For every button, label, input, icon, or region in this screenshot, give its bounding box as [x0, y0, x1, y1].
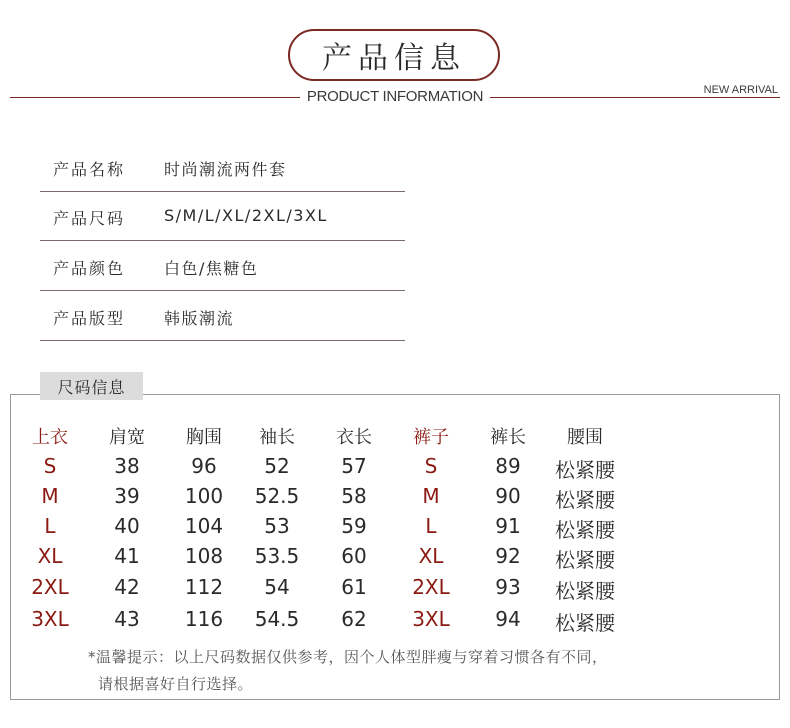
size-cell: M — [422, 484, 440, 508]
info-row-size — [40, 192, 405, 241]
size-cell: XL — [37, 544, 63, 568]
size-header-cell: 裤长 — [490, 427, 526, 448]
size-cell: 58 — [341, 484, 367, 508]
page-title: 产品信息 — [288, 29, 500, 81]
size-header-cell: 腰围 — [567, 427, 603, 448]
size-cell: 松紧腰 — [555, 488, 615, 512]
size-cell: S — [424, 454, 438, 478]
info-row-fit — [40, 292, 405, 341]
info-label: 产品版型 — [53, 309, 126, 328]
size-cell: 62 — [341, 607, 367, 631]
info-row-color — [40, 242, 405, 291]
size-cell: 90 — [495, 484, 521, 508]
size-cell: 3XL — [412, 607, 450, 631]
size-cell: 39 — [114, 484, 140, 508]
size-cell: 116 — [184, 607, 224, 631]
size-cell: 54 — [264, 575, 290, 599]
info-value: 白色/焦糖色 — [164, 259, 259, 278]
page-subtitle: PRODUCT INFORMATION — [306, 88, 484, 105]
size-cell: 松紧腰 — [555, 611, 615, 635]
size-cell: 60 — [341, 544, 367, 568]
size-header-cell: 衣长 — [336, 427, 372, 448]
new-arrival-tag: NEW ARRIVAL — [703, 84, 778, 96]
size-cell: 2XL — [412, 575, 450, 599]
header-divider-right — [490, 97, 780, 98]
size-cell: 53.5 — [254, 544, 300, 568]
size-cell: 松紧腰 — [555, 548, 615, 572]
size-chart-tab: 尺码信息 — [40, 372, 143, 400]
size-cell: 104 — [184, 514, 224, 538]
size-header-cell: 肩宽 — [109, 427, 145, 448]
size-cell: 92 — [495, 544, 521, 568]
size-cell: XL — [418, 544, 444, 568]
size-cell: 松紧腰 — [555, 518, 615, 542]
size-cell: 89 — [495, 454, 521, 478]
size-cell: 112 — [184, 575, 224, 599]
size-cell: 3XL — [31, 607, 69, 631]
size-cell: 52.5 — [254, 484, 300, 508]
size-header-cell: 上衣 — [32, 427, 68, 448]
size-cell: 43 — [114, 607, 140, 631]
size-note-line2: 请根据喜好自行选择。 — [98, 675, 254, 693]
size-cell: 40 — [114, 514, 140, 538]
size-cell: 53 — [264, 514, 290, 538]
size-cell: 松紧腰 — [555, 458, 615, 482]
info-label: 产品名称 — [53, 160, 126, 179]
size-cell: 91 — [495, 514, 521, 538]
info-value: S/M/L/XL/2XL/3XL — [164, 206, 328, 225]
size-note-line1: *温馨提示：以上尺码数据仅供参考，因个人体型胖瘦与穿着习惯各有不同， — [88, 648, 608, 666]
size-header-cell: 裤子 — [413, 427, 449, 448]
size-cell: 96 — [191, 454, 217, 478]
size-cell: 100 — [184, 484, 224, 508]
size-cell: 42 — [114, 575, 140, 599]
info-row-name — [40, 143, 405, 192]
size-cell: 38 — [114, 454, 140, 478]
size-cell: 54.5 — [254, 607, 300, 631]
size-cell: L — [44, 514, 56, 538]
size-cell: L — [425, 514, 437, 538]
size-header-cell: 胸围 — [186, 427, 222, 448]
size-cell: 59 — [341, 514, 367, 538]
size-header-cell: 袖长 — [259, 427, 295, 448]
size-cell: 2XL — [31, 575, 69, 599]
size-cell: S — [43, 454, 57, 478]
size-cell: 108 — [184, 544, 224, 568]
info-value: 时尚潮流两件套 — [164, 160, 287, 179]
size-cell: 52 — [264, 454, 290, 478]
size-cell: 41 — [114, 544, 140, 568]
info-label: 产品尺码 — [53, 209, 126, 228]
size-cell: M — [41, 484, 59, 508]
size-cell: 93 — [495, 575, 521, 599]
size-cell: 松紧腰 — [555, 579, 615, 603]
header-divider-left — [10, 97, 300, 98]
size-cell: 94 — [495, 607, 521, 631]
info-label: 产品颜色 — [53, 259, 126, 278]
size-cell: 61 — [341, 575, 367, 599]
size-cell: 57 — [341, 454, 367, 478]
info-value: 韩版潮流 — [164, 309, 235, 328]
